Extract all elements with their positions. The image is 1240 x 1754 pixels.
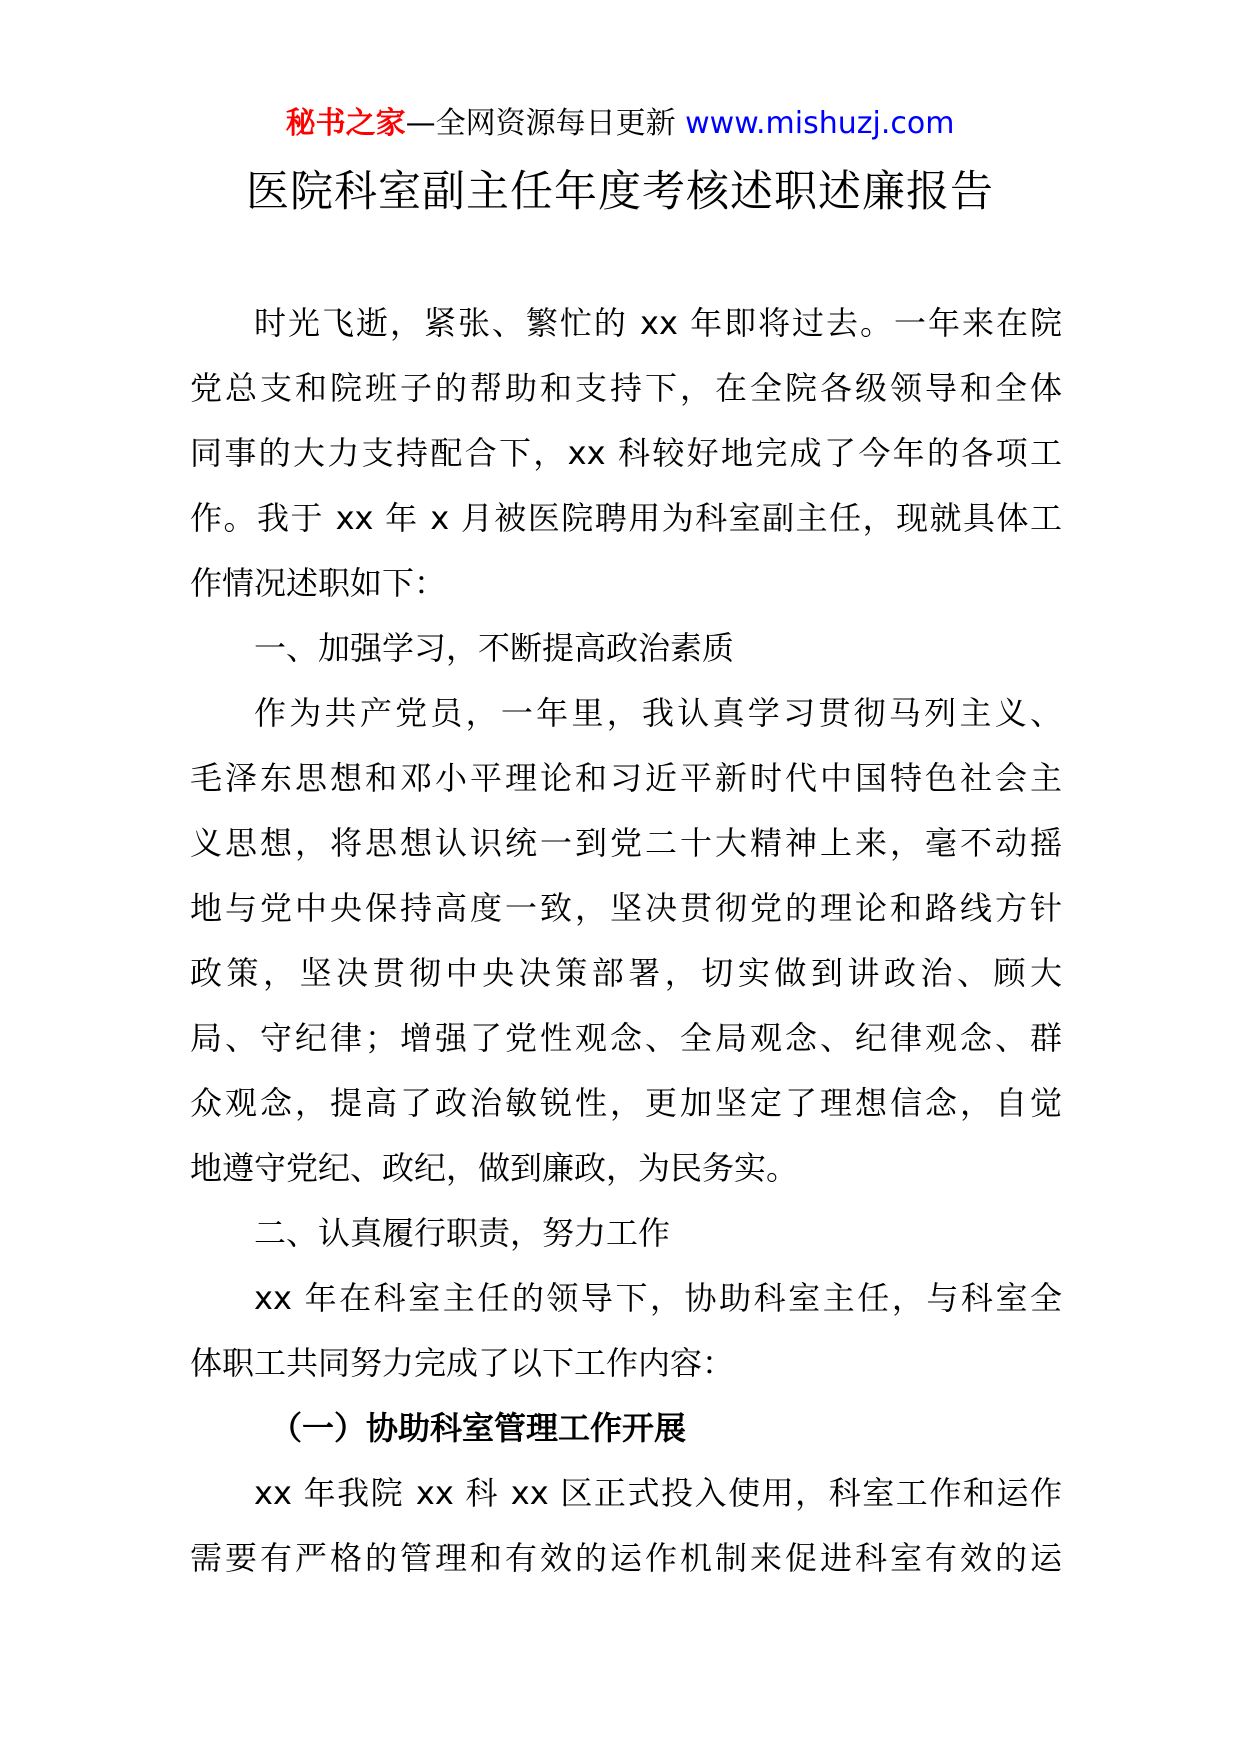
site-tagline: —全网资源每日更新: [405, 106, 676, 141]
paragraph-line: 众观念，提高了政治敏锐性，更加坚定了理想信念，自觉: [190, 1084, 1062, 1122]
paragraph-line: 时光飞逝，紧张、繁忙的 xx 年即将过去。一年来在院: [254, 304, 1062, 342]
paragraph-line: 作为共产党员，一年里，我认真学习贯彻马列主义、: [254, 694, 1062, 732]
paragraph-line: 同事的大力支持配合下，xx 科较好地完成了今年的各项工: [190, 434, 1062, 472]
paragraph-line: 党总支和院班子的帮助和支持下，在全院各级领导和全体: [190, 369, 1062, 407]
paragraph-line: 政策，坚决贯彻中央决策部署，切实做到讲政治、顾大: [190, 954, 1062, 992]
paragraph-line: 地遵守党纪、政纪，做到廉政，为民务实。: [190, 1149, 799, 1187]
subsection-heading: （一）协助科室管理工作开展: [270, 1409, 687, 1447]
paragraph-line: 作。我于 xx 年 x 月被医院聘用为科室副主任，现就具体工: [190, 499, 1062, 537]
site-header: [0, 104, 1240, 144]
paragraph-line: xx 年在科室主任的领导下，协助科室主任，与科室全: [254, 1279, 1062, 1317]
document-body: [190, 291, 1062, 1591]
section-heading-1: 一、加强学习，不断提高政治素质: [254, 629, 735, 667]
section-heading-2: 二、认真履行职责，努力工作: [254, 1214, 671, 1252]
paragraph-line: 局、守纪律；增强了党性观念、全局观念、纪律观念、群: [190, 1019, 1062, 1057]
paragraph-line: 地与党中央保持高度一致，坚决贯彻党的理论和路线方针: [190, 889, 1062, 927]
paragraph-line: 需要有严格的管理和有效的运作机制来促进科室有效的运: [190, 1539, 1062, 1577]
paragraph-line: 毛泽东思想和邓小平理论和习近平新时代中国特色社会主: [190, 759, 1062, 797]
paragraph-line: xx 年我院 xx 科 xx 区正式投入使用，科室工作和运作: [254, 1474, 1062, 1512]
paragraph-line: 体职工共同努力完成了以下工作内容：: [190, 1344, 735, 1382]
site-url-link[interactable]: www.mishuzj.com: [685, 106, 955, 141]
paragraph-line: 义思想，将思想认识统一到党二十大精神上来，毫不动摇: [190, 824, 1062, 862]
paragraph-line: 作情况述职如下：: [190, 564, 447, 602]
brand-name: 秘书之家: [285, 106, 406, 141]
document-title: 医院科室副主任年度考核述职述廉报告: [246, 167, 994, 217]
